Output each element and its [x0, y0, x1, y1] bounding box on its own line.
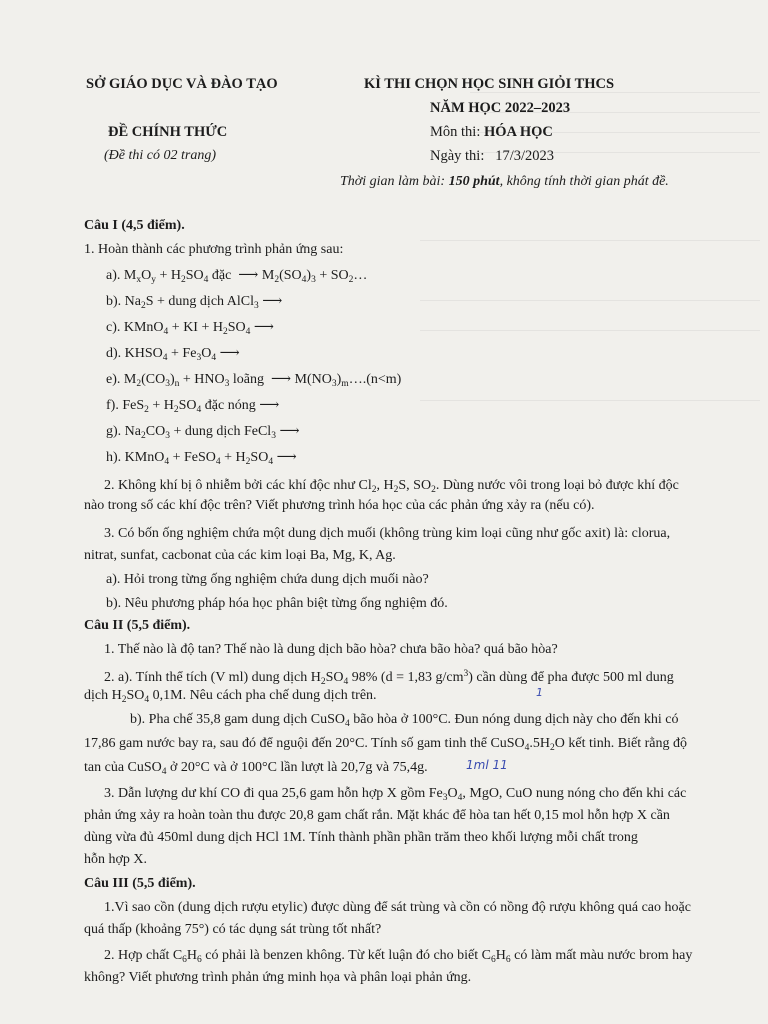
reaction-g: g). $Na_2CO_3$ + dung dịch FeCl$_3$ ⟶: [106, 424, 300, 441]
q3-part2-line1: 2. Hợp chất $C_6H_6$ có phải là benzen không. Từ kết luận đó cho biết $C_6H_6$ có làm mất màu nước brom hay: [104, 948, 693, 965]
time-line: Thời gian làm bài: 150 phút, không tính thời gian phát đề.: [340, 174, 669, 189]
q1-part3-b: b). Nêu phương pháp hóa học phân biệt từng ống nghiệm đó.: [106, 596, 448, 611]
q1-part2-line2: nào trong số các khí độc trên? Viết phương trình hóa học của các phản ứng xảy ra (nếu có).: [84, 498, 595, 513]
q2-part2b-line3: tan của CuSO$_4$ ở 20°C và ở 100°C lần lượt là 20,7g và 75,4g.: [84, 760, 428, 777]
handwritten-mark-2: 1ml 11: [466, 758, 508, 772]
handwritten-mark-1: 1: [536, 686, 543, 699]
reaction-h: h). KMnO$_4$ + FeSO$_4$ + $H_2SO_4$ ⟶: [106, 450, 297, 467]
q3-part1-line1: 1.Vì sao cồn (dung dịch rượu etylic) được dùng để sát trùng và cồn có nồng độ rượu không quá cao hoặc: [104, 900, 691, 915]
date-value: 17/3/2023: [495, 148, 555, 164]
question-1-title: Câu I (4,5 điểm).: [84, 218, 185, 233]
q2-part3-line4: hỗn hợp X.: [84, 852, 148, 867]
q2-part3-line2: phản ứng xảy ra hoàn toàn thu được 20,8 gam chất rắn. Mặt khác để hòa tan hết 0,15 mol hỗn hợp X cần: [84, 808, 670, 823]
date-label: Ngày thi:: [430, 148, 485, 164]
date-line: [430, 148, 554, 165]
official-label: ĐỀ CHÍNH THỨC: [108, 124, 228, 140]
q3-part2-line2: không? Viết phương trình phản ứng minh họa và phân loại phản ứng.: [84, 970, 472, 985]
department-name: SỞ GIÁO DỤC VÀ ĐÀO TẠO: [86, 76, 278, 92]
q1-part2-line1: 2. Không khí bị ô nhiễm bởi các khí độc như $Cl_2$, $H_2S$, $SO_2$. Dùng nước vôi trong loại bỏ được khí độc: [104, 478, 679, 495]
q1-part1: 1. Hoàn thành các phương trình phản ứng sau:: [84, 242, 344, 257]
q1-part3-a: a). Hỏi trong từng ống nghiệm chứa dung dịch muối nào?: [106, 572, 429, 587]
reaction-f: f). $FeS_2 + H_2SO_4$ đặc nóng ⟶: [106, 398, 280, 415]
q2-part2b-line1: b). Pha chế 35,8 gam dung dịch CuSO$_4$ bão hòa ở 100°C. Đun nóng dung dịch này cho đến khi có: [130, 712, 679, 729]
question-2-title: Câu II (5,5 điểm).: [84, 618, 191, 633]
time-value: 150 phút: [448, 174, 500, 189]
q2-part3-line1: 3. Dẫn lượng dư khí CO đi qua 25,6 gam hỗn hợp X gồm $Fe_3O_4$, MgO, CuO nung nóng cho đến khi các: [104, 786, 687, 803]
q2-part2a-line1: 2. a). Tính thể tích (V ml) dung dịch $H_2SO_4$ 98% (d = 1,83 $g/cm^3$) cần dùng để pha được 500 ml dung: [104, 669, 674, 687]
q2-part3-line3: dùng vừa đủ 450ml dung dịch HCl 1M. Tính thành phần phần trăm theo khối lượng mỗi chất trong: [84, 830, 638, 845]
question-3-title: Câu III (5,5 điểm).: [84, 876, 196, 891]
reaction-b: b). $Na_2S$ + dung dịch AlCl$_3$ ⟶: [106, 294, 283, 311]
q3-part1-line2: quá thấp (khoảng 75°) có tác dụng sát trùng tốt nhất?: [84, 922, 382, 937]
pages-note: (Đề thi có 02 trang): [104, 148, 216, 163]
reaction-d: d). $KHSO_4 + Fe_3O_4$ ⟶: [106, 346, 240, 363]
exam-title: KÌ THI CHỌN HỌC SINH GIỎI THCS: [364, 76, 615, 92]
subject-value: HÓA HỌC: [483, 124, 553, 140]
reaction-c: c). KMnO$_4$ + KI + $H_2SO_4$ ⟶: [106, 320, 274, 337]
reaction-e: e). $M_2(CO_3)_n + HNO_3$ loãng ⟶ $M(NO_3)_m\dots.(n<m)$: [106, 372, 402, 389]
q1-part3-line1: 3. Có bốn ống nghiệm chứa một dung dịch muối (không trùng kim loại cũng như gốc axit) là: clorua,: [104, 526, 671, 541]
q2-part2b-line2: 17,86 gam nước bay ra, sau đó để nguội đến 20°C. Tính số gam tinh thể $CuSO_4.5H_2O$ kết tinh. Biết rằng độ: [84, 736, 687, 753]
subject-line: [430, 124, 553, 141]
reaction-a: a). $M_xO_y + H_2SO_4$ đặc ⟶ $M_2(SO_4)_3$ + $SO_2\dots$: [106, 268, 368, 285]
q2-part1: 1. Thế nào là độ tan? Thế nào là dung dịch bão hòa? chưa bão hòa? quá bão hòa?: [104, 642, 558, 657]
subject-label: Môn thi:: [430, 124, 481, 140]
q2-part2a-line2: dịch $H_2SO_4$ 0,1M. Nêu cách pha chế dung dịch trên.: [84, 688, 377, 705]
school-year: NĂM HỌC 2022–2023: [430, 100, 571, 116]
q1-part3-line2: nitrat, sunfat, cacbonat của các kim loại Ba, Mg, K, Ag.: [84, 548, 396, 563]
